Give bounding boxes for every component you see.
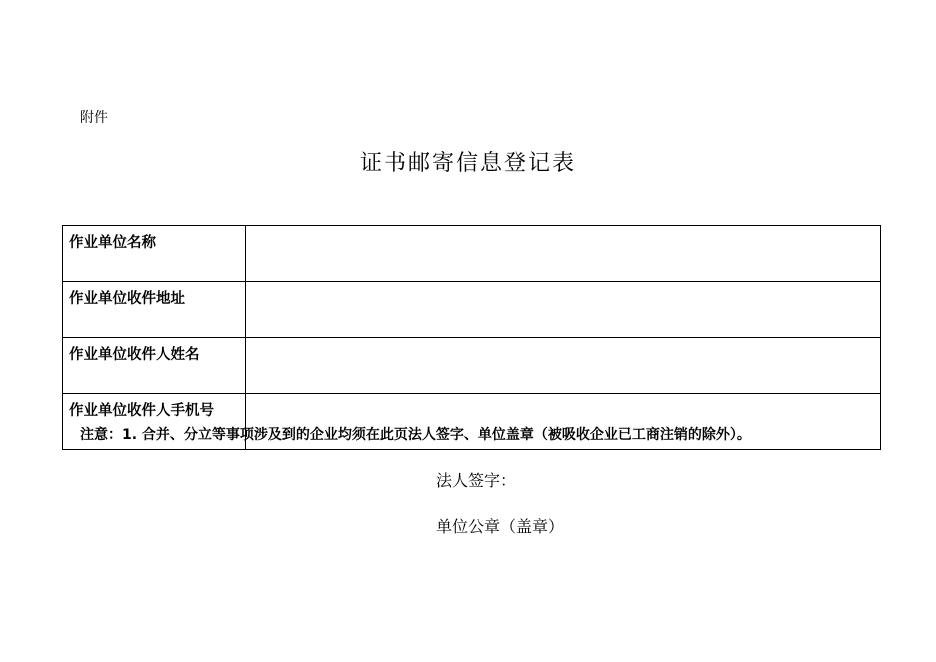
recipient-name-field[interactable]	[246, 338, 881, 394]
unit-name-field[interactable]	[246, 226, 881, 282]
table-row-recipient-name	[63, 338, 881, 394]
attachment-label: 附件	[80, 110, 108, 126]
mailing-address-field[interactable]	[246, 282, 881, 338]
page-title: 证书邮寄信息登记表	[359, 151, 576, 176]
registration-form-table	[62, 225, 881, 450]
recipient-phone-label: 作业单位收件人手机号	[63, 394, 246, 450]
unit-name-label: 作业单位名称	[63, 226, 246, 282]
table-row-unit-name	[63, 226, 881, 282]
notice-text: 注意：1. 合并、分立等事项涉及到的企业均须在此页法人签字、单位盖章（被吸收企业已工商注销的除外）。	[80, 427, 751, 443]
mailing-address-label: 作业单位收件地址	[63, 282, 246, 338]
unit-seal-label: 单位公章（盖章）	[436, 517, 565, 536]
recipient-name-label: 作业单位收件人姓名	[63, 338, 246, 394]
legal-person-signature-label: 法人签字：	[436, 471, 517, 490]
table-row-mailing-address	[63, 282, 881, 338]
